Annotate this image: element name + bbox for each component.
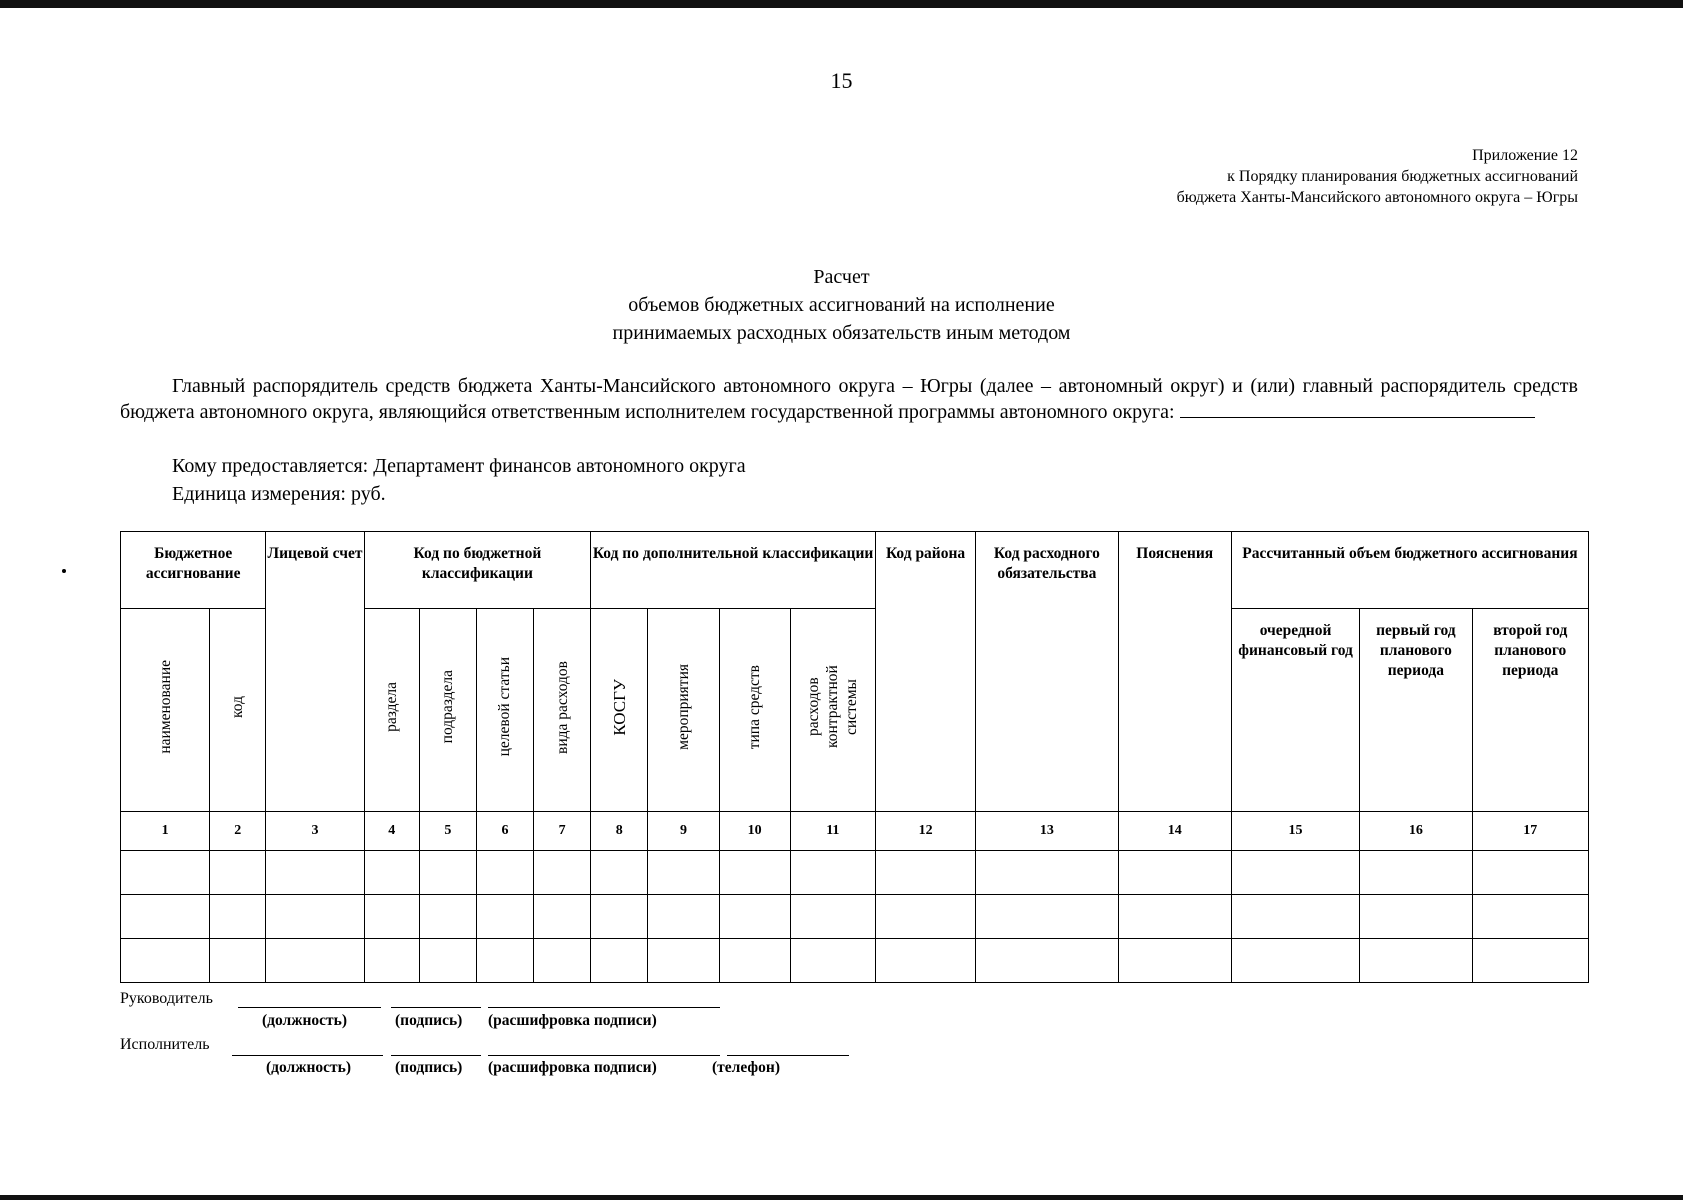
col-num: 10 xyxy=(719,812,790,851)
subheader-target-article: целевой статьи xyxy=(476,609,533,812)
head-position-line[interactable] xyxy=(238,1007,381,1008)
table-cell[interactable] xyxy=(419,895,476,939)
column-number-row xyxy=(121,812,1589,851)
col-num: 14 xyxy=(1118,812,1231,851)
table-cell[interactable] xyxy=(976,939,1118,983)
head-decoding-line[interactable] xyxy=(488,1007,720,1008)
col-num: 15 xyxy=(1231,812,1359,851)
col-num: 1 xyxy=(121,812,210,851)
table-cell[interactable] xyxy=(534,939,591,983)
document-title xyxy=(0,263,1683,347)
header-budget-classification: Код по бюджетной классификации xyxy=(364,532,591,609)
table-cell[interactable] xyxy=(719,939,790,983)
col-num: 17 xyxy=(1472,812,1588,851)
table-cell[interactable] xyxy=(648,895,719,939)
head-signature-line[interactable] xyxy=(391,1007,481,1008)
executor-decoding-line[interactable] xyxy=(488,1055,720,1056)
table-cell[interactable] xyxy=(1360,851,1472,895)
subheader-subsection: подраздела xyxy=(419,609,476,812)
table-cell[interactable] xyxy=(719,851,790,895)
table-cell[interactable] xyxy=(1231,939,1359,983)
table-cell[interactable] xyxy=(1472,895,1588,939)
table-cell[interactable] xyxy=(719,895,790,939)
header-extra-classification: Код по дополнительной классификации xyxy=(591,532,876,609)
appendix-line-1: Приложение 12 xyxy=(1472,147,1578,164)
appendix-line-3: бюджета Ханты-Мансийского автономного округа – Югры xyxy=(1176,189,1578,206)
executor-phone-line[interactable] xyxy=(727,1055,849,1056)
table-cell[interactable] xyxy=(364,895,419,939)
table-cell[interactable] xyxy=(210,939,266,983)
executor-decoding-caption: (расшифровка подписи) xyxy=(488,1059,657,1076)
subheader-contract-system: расходов контрактной системы xyxy=(790,609,875,812)
table-cell[interactable] xyxy=(790,851,875,895)
top-border xyxy=(0,0,1683,8)
executor-phone-caption: (телефон) xyxy=(712,1059,780,1076)
table-cell[interactable] xyxy=(534,851,591,895)
subheader-year-1: первый год планового периода xyxy=(1360,609,1472,812)
table-cell[interactable] xyxy=(210,895,266,939)
table-cell[interactable] xyxy=(1118,939,1231,983)
table-cell[interactable] xyxy=(419,851,476,895)
head-signature-caption: (подпись) xyxy=(395,1012,463,1029)
table-row xyxy=(121,851,1589,895)
table-cell[interactable] xyxy=(591,939,648,983)
col-num: 4 xyxy=(364,812,419,851)
table-row xyxy=(121,895,1589,939)
header-calculated-volume: Рассчитанный объем бюджетного ассигнования xyxy=(1231,532,1588,609)
title-line-2: объемов бюджетных ассигнований на исполнение xyxy=(628,294,1055,316)
col-num: 6 xyxy=(476,812,533,851)
header-account: Лицевой счет xyxy=(266,532,364,812)
subheader-kosgu: КОСГУ xyxy=(591,609,648,812)
col-num: 3 xyxy=(266,812,364,851)
col-num: 8 xyxy=(591,812,648,851)
head-decoding-caption: (расшифровка подписи) xyxy=(488,1012,657,1029)
table-cell[interactable] xyxy=(476,851,533,895)
table-cell[interactable] xyxy=(875,895,975,939)
col-num: 16 xyxy=(1360,812,1472,851)
recipient-line: Кому предоставляется: Департамент финансов автономного округа xyxy=(172,455,746,477)
margin-mark xyxy=(62,569,66,573)
col-num: 11 xyxy=(790,812,875,851)
col-num: 5 xyxy=(419,812,476,851)
calculation-table xyxy=(120,531,1589,983)
intro-paragraph xyxy=(120,373,1578,425)
executor-signature-caption: (подпись) xyxy=(395,1059,463,1076)
table-cell[interactable] xyxy=(648,939,719,983)
header-notes: Пояснения xyxy=(1118,532,1231,812)
table-cell[interactable] xyxy=(121,895,210,939)
page-number: 15 xyxy=(830,68,853,93)
table-cell[interactable] xyxy=(1472,939,1588,983)
table-cell[interactable] xyxy=(121,851,210,895)
table-cell[interactable] xyxy=(210,851,266,895)
executor-position-caption: (должность) xyxy=(266,1059,352,1076)
distributor-blank-field[interactable] xyxy=(1180,399,1535,418)
table-cell[interactable] xyxy=(364,851,419,895)
table-cell[interactable] xyxy=(1360,895,1472,939)
executor-label: Исполнитель xyxy=(120,1036,210,1053)
col-num: 2 xyxy=(210,812,266,851)
table-row xyxy=(121,939,1589,983)
table-cell[interactable] xyxy=(875,939,975,983)
table-cell[interactable] xyxy=(648,851,719,895)
table-cell[interactable] xyxy=(1118,895,1231,939)
table-cell[interactable] xyxy=(1360,939,1472,983)
table-cell[interactable] xyxy=(266,851,364,895)
col-num: 12 xyxy=(875,812,975,851)
subheader-fund-type: типа средств xyxy=(719,609,790,812)
subheader-year-2: второй год планового периода xyxy=(1472,609,1588,812)
head-position-caption: (должность) xyxy=(262,1012,348,1029)
col-num: 7 xyxy=(534,812,591,851)
header-obligation-code: Код расходного обязательства xyxy=(976,532,1118,812)
table-cell[interactable] xyxy=(476,939,533,983)
appendix-line-2: к Порядку планирования бюджетных ассигнований xyxy=(1227,168,1578,185)
table-cell[interactable] xyxy=(266,895,364,939)
table-cell[interactable] xyxy=(976,895,1118,939)
bottom-border xyxy=(0,1195,1683,1200)
table-cell[interactable] xyxy=(790,939,875,983)
appendix-header xyxy=(1177,145,1578,208)
head-label: Руководитель xyxy=(120,990,213,1007)
subheader-expense-type: вида расходов xyxy=(534,609,591,812)
table-cell[interactable] xyxy=(419,939,476,983)
table-cell[interactable] xyxy=(591,895,648,939)
table-cell[interactable] xyxy=(1231,851,1359,895)
table-cell[interactable] xyxy=(1118,851,1231,895)
intro-text: Главный распорядитель средств бюджета Ханты-Мансийского автономного округа – Югры (далее – автономный округ) и (или) главный распорядитель средств бюджета автономного округа, являющийся ответственным исполнителем государственной программы автономного округа: xyxy=(120,375,1578,423)
table-cell[interactable] xyxy=(1472,851,1588,895)
table-cell[interactable] xyxy=(364,939,419,983)
title-line-1: Расчет xyxy=(813,266,870,288)
subheader-code: код xyxy=(210,609,266,812)
table-cell[interactable] xyxy=(790,895,875,939)
col-num: 9 xyxy=(648,812,719,851)
header-budget-assignment: Бюджетное ассигнование xyxy=(121,532,266,609)
table-cell[interactable] xyxy=(976,851,1118,895)
executor-position-line[interactable] xyxy=(232,1055,383,1056)
table-cell[interactable] xyxy=(121,939,210,983)
subheader-section: раздела xyxy=(364,609,419,812)
subheader-event: мероприятия xyxy=(648,609,719,812)
unit-line: Единица измерения: руб. xyxy=(172,483,386,505)
table-cell[interactable] xyxy=(875,851,975,895)
subheader-year-0: очередной финансовый год xyxy=(1231,609,1359,812)
table-cell[interactable] xyxy=(591,851,648,895)
header-district-code: Код района xyxy=(875,532,975,812)
executor-signature-line[interactable] xyxy=(391,1055,481,1056)
table-cell[interactable] xyxy=(1231,895,1359,939)
table-cell[interactable] xyxy=(476,895,533,939)
title-line-3: принимаемых расходных обязательств иным методом xyxy=(612,322,1071,344)
table-cell[interactable] xyxy=(534,895,591,939)
subheader-name: наименование xyxy=(121,609,210,812)
table-cell[interactable] xyxy=(266,939,364,983)
col-num: 13 xyxy=(976,812,1118,851)
